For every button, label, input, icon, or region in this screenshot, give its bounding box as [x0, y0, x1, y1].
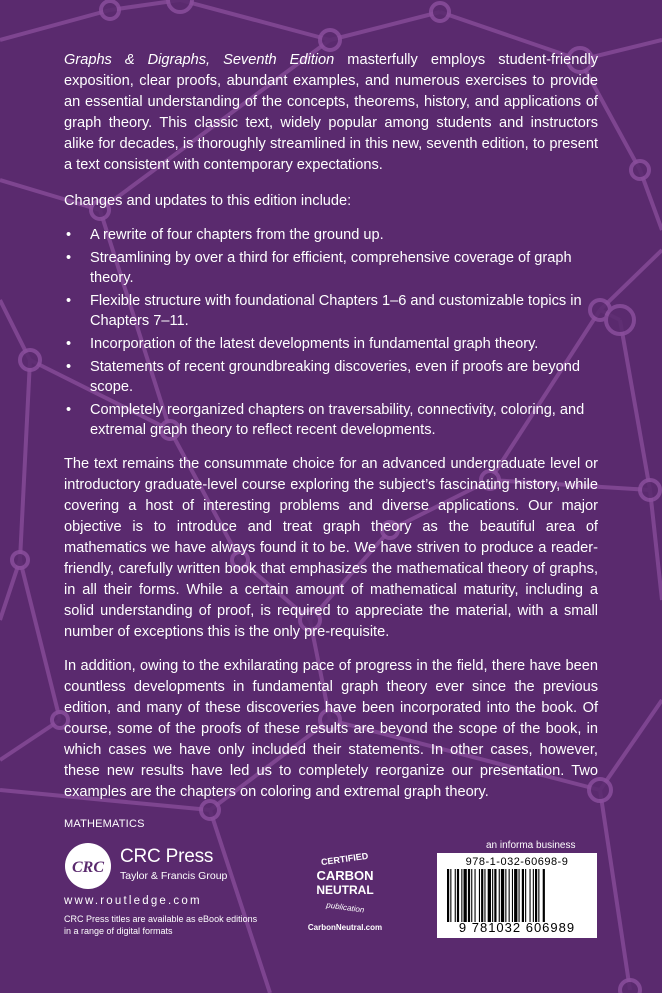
- barcode-bars: [447, 869, 587, 922]
- publication-word: publication: [325, 900, 365, 915]
- crc-logo-icon: [64, 842, 112, 890]
- barcode-bar: [512, 869, 513, 922]
- barcode-bar: [484, 869, 485, 922]
- intro-text: masterfully employs student-friendly exposition, clear proofs, abundant examples, and numerous exercises to provide an essential understanding of the concepts, theorems, history, and applications of graph theory. This classic text, widely popular among students and instructors alike for decades, is thoroughly streamlined in this new, seventh edition, to present a text consistent with contemporary expectations.: [64, 52, 598, 173]
- website-link[interactable]: www.routledge.com: [64, 895, 202, 907]
- barcode-bar: [475, 869, 476, 922]
- barcode-bar: [471, 869, 472, 922]
- description-paragraph: The text remains the consummate choice for an advanced undergraduate level or introductory graduate-level course exploring the subject’s fascinating history, while covering a host of interesting problems and diverse applications. Our major objective is to introduce and treat graph theory as the beautiful area of mathematics we have always found it to be. We have striven to produce a reader-friendly, carefully written book that emphasizes the mathematical theory of graphs, in all their forms. While a certain amount of mathematical maturity, including a solid understanding of proof, is required to appreciate the material, with a small number of exceptions this is the only pre-requisite.: [64, 456, 598, 640]
- barcode-bar: [457, 869, 459, 922]
- isbn-text: 978-1-032-60698-9: [465, 856, 569, 868]
- barcode-bar: [468, 869, 470, 922]
- barcode-bar: [494, 869, 496, 922]
- barcode-bar: [522, 869, 524, 922]
- developments-paragraph: In addition, owing to the exhilarating pace of progress in the field, there have been countless developments in fundamental graph theory ever since the previous edition, and many of these discoveries have been incorporated into the book. Of course, some of the proofs of these results are beyond the scope of the book, in which cases we have only included their statements. In other cases, however, these new results have led us to completely reorganize our presentation. Two examples are the chapters on coloring and extremal graph theory.: [64, 658, 598, 800]
- barcode-bar: [455, 869, 456, 922]
- barcode-bar: [450, 869, 451, 922]
- neutral-word: NEUTRAL: [316, 883, 374, 897]
- publisher-group: Taylor & Francis Group: [120, 870, 228, 882]
- barcode-bar: [535, 869, 537, 922]
- barcode-bar: [481, 869, 483, 922]
- barcode-bar: [501, 869, 504, 922]
- barcode-bar: [538, 869, 539, 922]
- book-title: Graphs & Digraphs, Seventh Edition: [64, 52, 335, 68]
- barcode-bar: [519, 869, 520, 922]
- barcode-bar: [509, 869, 510, 922]
- barcode-bar: [499, 869, 500, 922]
- intro-paragraph: [64, 50, 598, 176]
- barcode-bar: [492, 869, 493, 922]
- barcode-bar: [461, 869, 462, 922]
- publisher-name: CRC Press: [120, 846, 214, 867]
- carbon-certified: CERTIFIED: [320, 850, 369, 868]
- changes-lead: Changes and updates to this edition include:: [64, 193, 352, 209]
- ean-digits: 9 781032 606989: [458, 920, 576, 935]
- barcode-bar: [479, 869, 480, 922]
- crc-logo-text: CRC: [71, 859, 105, 876]
- carbon-word: CARBON: [316, 868, 374, 883]
- changes-list: [64, 225, 598, 440]
- carbon-neutral-badge-icon: [300, 850, 390, 940]
- informa-text: an informa business: [486, 840, 576, 851]
- barcode-bar: [447, 869, 449, 922]
- barcode-bar: [514, 869, 517, 922]
- barcode-bar: [488, 869, 491, 922]
- barcode-bar: [505, 869, 506, 922]
- ebook-note: CRC Press titles are available as eBook editions in a range of digital formats: [64, 914, 258, 936]
- list-item: • Incorporation of the latest developments in fundamental graph theory.: [64, 334, 598, 354]
- list-item: • Completely reorganized chapters on traversability, connectivity, coloring, and extremal graph theory to reflect recent developments.: [64, 400, 598, 440]
- barcode: [437, 853, 597, 938]
- list-item: • A rewrite of four chapters from the ground up.: [64, 225, 598, 245]
- back-cover-text: [64, 50, 598, 816]
- barcode-bar: [530, 869, 531, 922]
- subject-label: MATHEMATICS: [64, 818, 145, 830]
- list-item: • Flexible structure with foundational Chapters 1–6 and customizable topics in Chapters 7–11.: [64, 291, 598, 331]
- barcode-bar: [543, 869, 545, 922]
- barcode-bar: [525, 869, 526, 922]
- list-item: • Streamlining by over a third for efficient, comprehensive coverage of graph theory.: [64, 248, 598, 288]
- carbon-site: CarbonNeutral.com: [307, 923, 383, 932]
- barcode-bar: [464, 869, 467, 922]
- list-item: • Statements of recent groundbreaking discoveries, even if proofs are beyond scope.: [64, 357, 598, 397]
- barcode-bar: [533, 869, 534, 922]
- informa-label: [486, 840, 576, 851]
